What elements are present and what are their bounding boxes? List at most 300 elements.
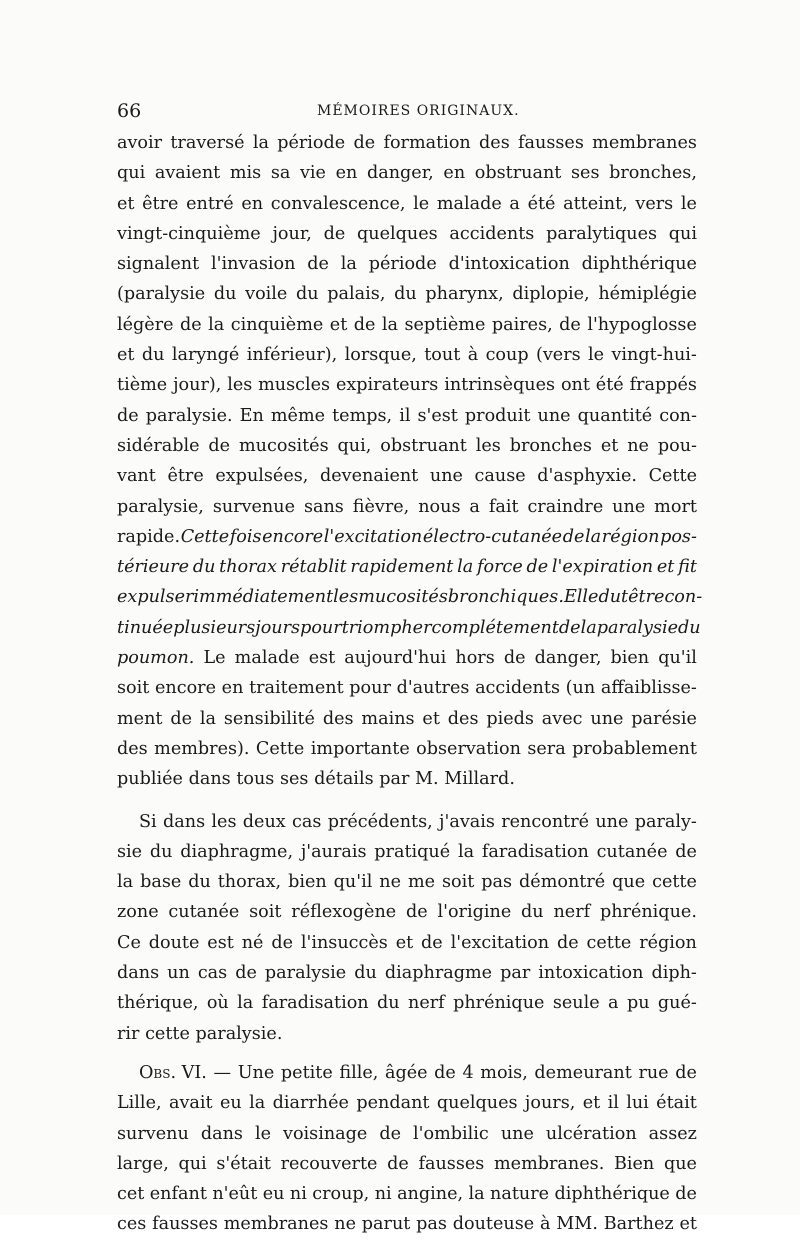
word: Elle — [563, 587, 599, 608]
word: les — [333, 587, 359, 608]
word: fausses — [418, 1153, 485, 1174]
word: de — [503, 648, 526, 669]
word: une — [537, 405, 571, 426]
word: cette — [652, 872, 697, 893]
word: soit — [117, 678, 150, 699]
paragraph — [117, 807, 697, 1049]
word: — — [213, 1062, 232, 1083]
word: pou- — [657, 435, 697, 456]
word: où — [206, 993, 229, 1014]
word: du — [149, 841, 173, 862]
word: la — [252, 133, 269, 153]
word: accidents — [475, 678, 560, 699]
word: le — [413, 193, 430, 214]
page-number: 66 — [117, 100, 142, 122]
word: de — [434, 1062, 456, 1083]
word: diarrhée — [272, 1093, 349, 1114]
word: la — [208, 314, 225, 335]
word: ses — [571, 163, 600, 184]
word: ne — [379, 872, 402, 893]
word: de — [307, 254, 329, 275]
word: demeurant — [534, 1062, 632, 1083]
word: vingt-cinquième — [117, 223, 261, 244]
word: paralytiques — [546, 223, 658, 244]
word: dans — [188, 769, 231, 790]
text-line — [117, 1088, 697, 1118]
word: tout — [424, 345, 461, 366]
word: mucosités — [358, 587, 448, 608]
word: j'aurais — [300, 841, 367, 862]
word: danger, — [366, 163, 434, 184]
word: ni — [374, 1184, 392, 1205]
word: membranes — [223, 1214, 329, 1235]
word: de — [406, 902, 428, 923]
word: malade — [436, 193, 502, 214]
word: de — [675, 1184, 697, 1205]
word: j'avais — [439, 811, 495, 832]
word: En — [239, 405, 264, 426]
word: et — [329, 314, 348, 335]
word: thorax — [219, 557, 277, 578]
text-line — [117, 643, 697, 673]
word: M. — [415, 769, 439, 790]
word: du — [188, 872, 211, 893]
word: coup — [485, 345, 529, 366]
word: sensibilité — [223, 708, 315, 729]
word: nous — [418, 496, 461, 517]
running-title: MÉMOIRES ORIGINAUX. — [317, 103, 520, 119]
word: des — [117, 738, 148, 759]
word: ont — [560, 375, 590, 396]
word: la — [381, 314, 399, 335]
word: de — [170, 708, 193, 729]
word: âgée — [384, 1062, 428, 1083]
word: large, — [117, 1153, 169, 1174]
word: diplopie, — [512, 284, 590, 305]
word: mort — [654, 496, 697, 517]
word: expirateurs — [335, 375, 439, 396]
word: et — [117, 193, 135, 214]
text-line — [117, 928, 697, 958]
word: l'insuccès — [300, 932, 388, 953]
text-line — [117, 492, 697, 522]
word: malade — [234, 648, 300, 669]
word: nerf — [408, 993, 445, 1014]
word: diphthérique — [581, 254, 697, 275]
word: du — [141, 345, 165, 366]
word: l'expiration — [551, 557, 654, 578]
word: septième — [404, 314, 486, 335]
word: rétablit — [280, 557, 347, 578]
word: accidents — [449, 223, 535, 244]
word: jour), — [173, 375, 222, 396]
word: bronches — [509, 435, 592, 456]
word: doute — [148, 932, 200, 953]
word: parésie — [631, 708, 697, 729]
word: du — [521, 902, 544, 923]
word: cette — [145, 1023, 190, 1044]
word: pour — [300, 617, 342, 638]
word: cutanée — [168, 902, 240, 923]
word: fait — [488, 496, 519, 517]
word: la — [117, 872, 134, 893]
word: période — [277, 133, 346, 153]
word: a — [608, 993, 619, 1014]
word: même — [270, 405, 326, 426]
word: n'eût — [212, 1184, 258, 1205]
text-line — [117, 897, 697, 927]
word: d'autres — [396, 678, 470, 699]
word: est — [207, 932, 234, 953]
text-line — [117, 704, 697, 734]
word: fausses — [152, 1214, 218, 1235]
word: immédiatement — [193, 587, 334, 608]
word: l'hypoglosse — [587, 314, 697, 335]
word: diphthérique — [554, 1184, 670, 1205]
word: de — [387, 1153, 409, 1174]
word: du — [394, 284, 417, 305]
word: pendant — [356, 1093, 430, 1114]
word: pratiqué — [374, 841, 451, 862]
text-line — [117, 958, 697, 988]
word: membres). — [154, 738, 250, 759]
word: dut — [598, 587, 629, 608]
word: un — [167, 963, 190, 984]
text-line — [117, 613, 701, 643]
word: zone — [117, 902, 159, 923]
word: qui — [178, 1153, 207, 1174]
word: quelques — [436, 1093, 518, 1114]
word: pu — [626, 993, 650, 1014]
word: fausses — [518, 133, 584, 153]
word: thorax, — [217, 872, 282, 893]
word: Lille, — [117, 1093, 162, 1114]
word: ulcération — [545, 1123, 637, 1144]
word: cette — [586, 932, 632, 953]
text-line — [117, 837, 697, 867]
word: obstruant — [474, 163, 562, 184]
word: la — [457, 841, 475, 862]
word: et — [117, 345, 135, 366]
word: paraly- — [634, 811, 697, 832]
word: avaient — [154, 163, 221, 184]
word: tinuée — [117, 617, 174, 638]
word: été — [527, 193, 556, 214]
word: de — [675, 1062, 697, 1083]
word: de — [117, 405, 139, 426]
word: paralysie — [264, 963, 347, 984]
word: une — [612, 496, 646, 517]
word: à — [467, 345, 479, 366]
word: par — [500, 963, 531, 984]
word: des — [479, 133, 510, 153]
word: expulsées, — [215, 466, 309, 487]
word: précédents, — [327, 811, 433, 832]
word: angine, — [397, 1184, 464, 1205]
word: MM. — [556, 1214, 598, 1235]
word: pos- — [660, 526, 697, 547]
word: soit — [442, 872, 475, 893]
text-line — [117, 128, 697, 158]
word: région — [601, 526, 660, 547]
word: il — [607, 1093, 619, 1114]
word: cas — [197, 963, 228, 984]
text-line — [117, 1019, 697, 1049]
word: survenue — [212, 496, 296, 517]
word: qui — [117, 163, 146, 184]
word: s'était — [216, 1153, 271, 1174]
word: qui, — [337, 435, 372, 456]
word: Le — [203, 648, 226, 669]
word: hors — [455, 648, 495, 669]
word: sans — [303, 496, 344, 517]
word: et — [582, 1093, 601, 1114]
text-line — [117, 1058, 697, 1088]
word: de — [379, 1123, 402, 1144]
text-line — [117, 522, 697, 552]
word: Bien — [613, 1153, 655, 1174]
word: obstruant — [380, 435, 467, 456]
text-line — [117, 1179, 697, 1209]
word: a — [509, 193, 520, 214]
text-line — [117, 552, 697, 582]
word: voile — [245, 284, 288, 305]
word: Cette — [255, 738, 305, 759]
word: bien — [610, 648, 650, 669]
word: palais, — [327, 284, 386, 305]
word: danger, — [534, 648, 602, 669]
word: enfant — [149, 1184, 207, 1205]
word: rapide. — [117, 526, 181, 547]
word: petite — [280, 1062, 333, 1083]
word: phrénique — [453, 993, 545, 1014]
word: être — [142, 193, 179, 214]
word: paralysie — [596, 617, 679, 638]
word: pas — [481, 872, 513, 893]
word: vie — [299, 163, 326, 184]
text-line — [117, 764, 697, 794]
word: complétement — [431, 617, 559, 638]
word: thérique, — [117, 993, 199, 1014]
word: signalent — [117, 254, 200, 275]
word: sera — [527, 738, 566, 759]
word: diph- — [651, 963, 697, 984]
word: et — [600, 435, 619, 456]
word: seule — [552, 993, 600, 1014]
text-line — [117, 340, 697, 370]
word: convalescence, — [270, 193, 406, 214]
text-line — [117, 279, 697, 309]
word: intoxication — [538, 963, 644, 984]
word: est — [308, 648, 336, 669]
word: l'invasion — [211, 254, 296, 275]
word: deux — [242, 811, 286, 832]
text-line — [117, 401, 697, 431]
word: ces — [117, 1214, 147, 1235]
word: intrinsèques — [444, 375, 556, 396]
word: et — [395, 932, 414, 953]
word: avoir — [117, 133, 163, 153]
word: les — [227, 375, 253, 396]
word: l'origine — [437, 902, 512, 923]
word: soit — [249, 902, 282, 923]
word: phrénique. — [599, 902, 697, 923]
word: produit — [464, 405, 531, 426]
word: rir — [117, 1023, 140, 1044]
word: nature — [490, 1184, 550, 1205]
word: laryngé — [171, 345, 240, 366]
word: de — [208, 435, 231, 456]
word: faradisation — [261, 993, 369, 1014]
word: était — [656, 1093, 697, 1114]
word: hémiplégie — [598, 284, 697, 305]
word: traversé — [170, 133, 245, 153]
word: encore — [154, 678, 216, 699]
word: mucosités — [239, 435, 329, 456]
word: base — [140, 872, 182, 893]
text-line — [117, 158, 697, 188]
word: une — [595, 811, 629, 832]
word: térieure — [117, 557, 190, 578]
word: bien — [288, 872, 327, 893]
word: (un — [565, 678, 596, 699]
word: fièvre, — [352, 496, 410, 517]
word: de — [235, 963, 257, 984]
word: en — [335, 163, 358, 184]
word: fille, — [339, 1062, 379, 1083]
word: parut — [361, 1214, 411, 1235]
text-line — [117, 988, 697, 1018]
word: me — [407, 872, 436, 893]
word: le — [588, 345, 605, 366]
word: quelques — [357, 223, 438, 244]
word: de — [323, 223, 346, 244]
word: con- — [664, 587, 703, 608]
word: la — [249, 1093, 266, 1114]
text-line — [117, 582, 703, 612]
word: à — [540, 1214, 551, 1235]
word: entré — [186, 193, 234, 214]
word: mis — [229, 163, 262, 184]
word: craindre — [527, 496, 604, 517]
word: traitement — [249, 678, 344, 699]
word: été — [595, 375, 624, 396]
word: dans — [117, 963, 160, 984]
word: cutanée — [596, 841, 668, 862]
word: avec — [541, 708, 583, 729]
word: des — [322, 708, 354, 729]
word: le — [254, 1123, 271, 1144]
word: rue — [638, 1062, 669, 1083]
word: qui — [668, 223, 697, 244]
word: que — [663, 1153, 697, 1174]
text-line — [117, 1149, 697, 1179]
word: recouverte — [280, 1153, 378, 1174]
word: probablement — [572, 738, 697, 759]
word: de — [526, 557, 549, 578]
word: la — [237, 993, 254, 1014]
word: la — [199, 708, 217, 729]
word: qu'il — [333, 872, 373, 893]
word: Barthez — [603, 1214, 674, 1235]
word: aujourd'hui — [344, 648, 447, 669]
word: la — [585, 526, 602, 547]
word: qu'il — [658, 648, 697, 669]
word: pas — [416, 1214, 447, 1235]
word: rencontré — [501, 811, 590, 832]
text-line — [117, 673, 697, 703]
word: période — [368, 254, 437, 275]
word: du — [377, 993, 400, 1014]
word: ni — [289, 1184, 307, 1205]
word: du — [296, 284, 319, 305]
word: paires, — [491, 314, 553, 335]
word: avait — [168, 1093, 213, 1114]
word: a — [469, 496, 480, 517]
word: de — [675, 841, 697, 862]
text-line — [117, 249, 697, 279]
word: jour, — [272, 223, 312, 244]
word: Cette — [180, 526, 230, 547]
word: (vers — [535, 345, 581, 366]
word: gué- — [657, 993, 697, 1014]
word: eu — [262, 1184, 285, 1205]
word: les — [475, 435, 501, 456]
word: de — [562, 526, 585, 547]
word: inférieur), — [246, 345, 338, 366]
word: Cette — [648, 466, 697, 487]
word: bronchiques. — [447, 587, 564, 608]
word: pieds — [486, 708, 534, 729]
word: quantité — [577, 405, 653, 426]
text-line — [117, 310, 697, 340]
word: ne — [334, 1214, 356, 1235]
word: dans — [200, 1123, 243, 1144]
word: formation — [383, 133, 471, 153]
word: voisinage — [283, 1123, 368, 1144]
word: du — [192, 557, 216, 578]
word: frappés — [629, 375, 697, 396]
word: du — [354, 963, 377, 984]
text-line — [117, 1119, 697, 1149]
word: de — [556, 932, 579, 953]
word: s'est — [417, 405, 458, 426]
word: des — [447, 708, 479, 729]
word: diaphragme, — [180, 841, 294, 862]
word: triompher — [341, 617, 432, 638]
word: de — [271, 932, 293, 953]
word: en — [241, 193, 264, 214]
page-header — [117, 100, 697, 126]
word: en — [221, 678, 244, 699]
word: expulser — [117, 587, 194, 608]
word: plusieurs — [173, 617, 256, 638]
word: sidérable — [117, 435, 200, 456]
word: être — [167, 466, 204, 487]
word: pharynx, — [425, 284, 504, 305]
word: diaphragme — [384, 963, 493, 984]
word: publiée — [117, 769, 183, 790]
text-line — [117, 734, 697, 764]
word: importante — [310, 738, 410, 759]
word: d'intoxication — [448, 254, 570, 275]
word: cinquième — [230, 314, 324, 335]
word: lui — [626, 1093, 649, 1114]
word: vingt-hui- — [611, 345, 697, 366]
word: et — [422, 708, 440, 729]
word: du — [678, 617, 701, 638]
word: lorsque, — [344, 345, 417, 366]
